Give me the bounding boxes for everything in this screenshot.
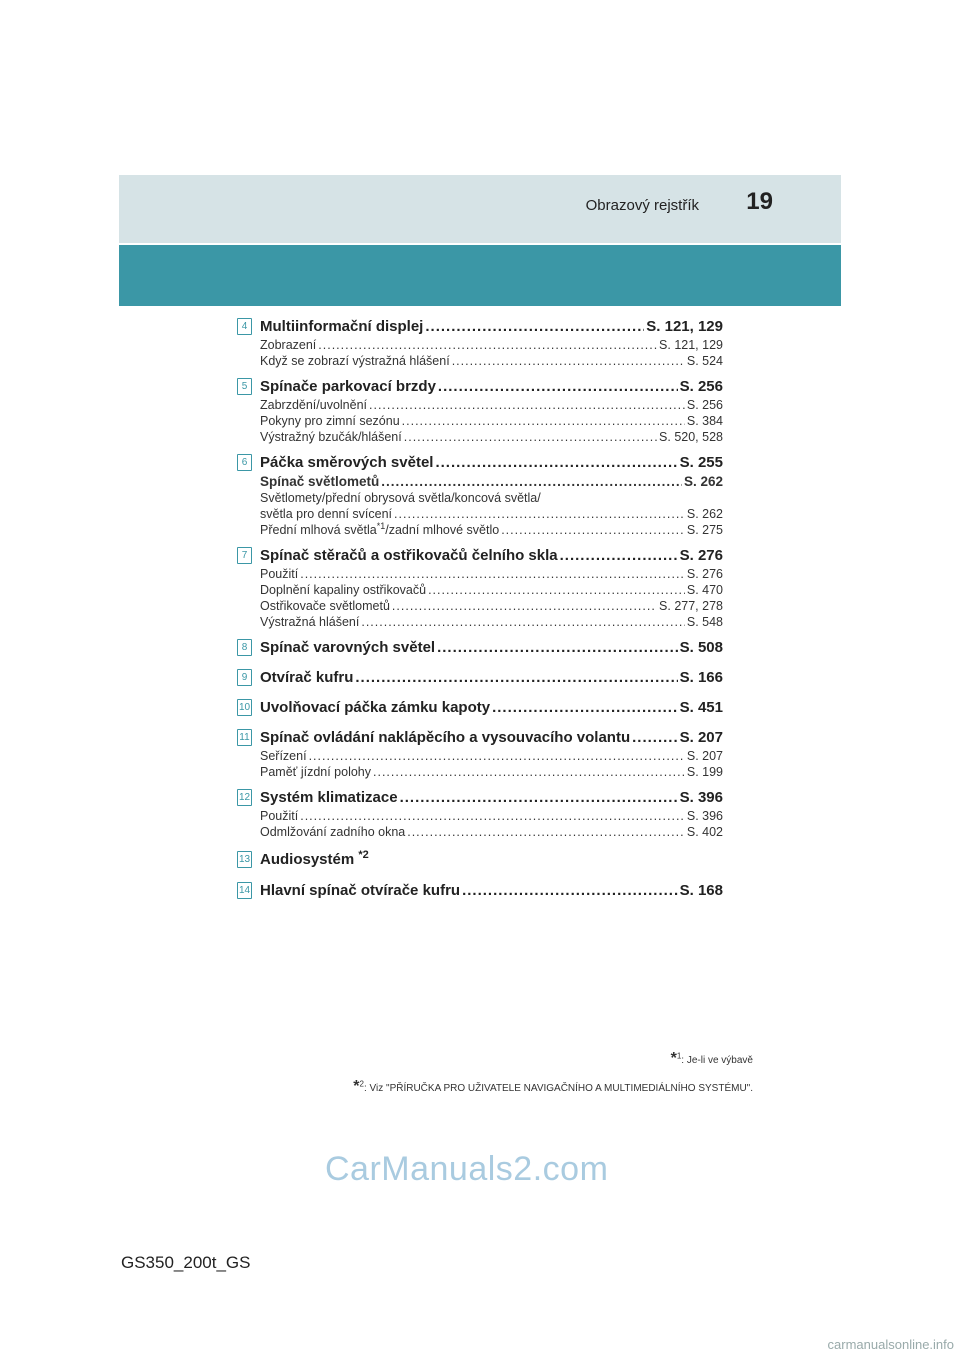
- sub-label: [260, 522, 499, 538]
- footnote-mark: 1: [676, 1051, 682, 1061]
- sub-page: S. 256: [686, 398, 723, 412]
- sub-entry[interactable]: [260, 598, 723, 614]
- sub-entry[interactable]: [260, 808, 723, 824]
- sub-label: Ostřikovače světlometů: [260, 599, 390, 613]
- sub-label: Doplnění kapaliny ostřikovačů: [260, 583, 427, 597]
- entry-page: S. 276: [679, 547, 723, 564]
- entry-main-row[interactable]: [260, 316, 723, 337]
- entry-page: S. 168: [679, 882, 723, 899]
- sub-page: S. 396: [686, 809, 723, 823]
- entry-main-row[interactable]: [260, 545, 723, 566]
- sub-label: Když se zobrazí výstražná hlášení: [260, 354, 450, 368]
- site-logo: carmanualsonline.info: [827, 1337, 954, 1352]
- footnote-text: : Je-li ve výbavě: [681, 1055, 753, 1066]
- entry-title: Otvírač kufru: [260, 669, 354, 686]
- sub-page: S. 199: [686, 765, 723, 779]
- leader-dots: [425, 316, 644, 337]
- sub-entry-line: Světlomety/přední obrysová světla/koncová světla/: [260, 491, 541, 505]
- entry-page: S. 451: [679, 699, 723, 716]
- entry-page: S. 207: [679, 729, 723, 746]
- leader-dots: [632, 727, 678, 748]
- index-entry: [237, 667, 723, 688]
- leader-dots: [361, 614, 685, 630]
- sub-page: S. 524: [686, 354, 723, 368]
- leader-dots: [560, 545, 678, 566]
- entry-number: 10: [237, 699, 252, 716]
- footnote-1: [671, 1050, 753, 1068]
- entry-page: S. 508: [679, 639, 723, 656]
- leader-dots: [452, 353, 685, 369]
- entry-title: Spínače parkovací brzdy: [260, 378, 436, 395]
- sub-entry[interactable]: [260, 413, 723, 429]
- entry-title: Spínač varovných světel: [260, 639, 436, 656]
- sub-label-a: Přední mlhová světla: [260, 523, 377, 537]
- entry-title: Uvolňovací páčka zámku kapoty: [260, 699, 491, 716]
- sub-page: S. 470: [686, 583, 723, 597]
- leader-dots: [428, 582, 685, 598]
- entry-main-row[interactable]: [260, 376, 723, 397]
- leader-dots: [355, 667, 677, 688]
- leader-dots: [407, 824, 685, 840]
- entry-page: S. 396: [679, 789, 723, 806]
- sub-page: S. 402: [686, 825, 723, 839]
- footnote-star: *: [353, 1078, 360, 1095]
- entry-number: 4: [237, 318, 252, 335]
- entry-title: Páčka směrových světel: [260, 454, 434, 471]
- entry-number: 8: [237, 639, 252, 656]
- leader-dots: [437, 637, 678, 658]
- page-number: 19: [746, 188, 773, 215]
- sub-entry[interactable]: [260, 429, 723, 445]
- index-entry: [237, 787, 723, 840]
- index-entry: [237, 316, 723, 369]
- index-entry: [237, 727, 723, 780]
- index-entry: [237, 545, 723, 630]
- entry-title: Spínač stěračů a ostřikovačů čelního skla: [260, 547, 558, 564]
- sub-entry[interactable]: [260, 614, 723, 630]
- sub-label-b: /zadní mlhové světlo: [385, 523, 500, 537]
- entry-page: S. 166: [679, 669, 723, 686]
- footnote-star: *: [670, 1050, 677, 1067]
- leader-dots: [462, 880, 678, 901]
- entry-main-row[interactable]: [260, 637, 723, 658]
- leader-dots: [300, 566, 685, 582]
- index-entry: [237, 880, 723, 901]
- leader-dots: [392, 598, 657, 614]
- entry-page: S. 255: [679, 454, 723, 471]
- entry-number: 11: [237, 729, 252, 746]
- footnote-text: : Viz "PŘÍRUČKA PRO UŽIVATELE NAVIGAČNÍHO A MULTIMEDIÁLNÍHO SYSTÉMU".: [363, 1083, 753, 1094]
- sub-entry[interactable]: [260, 566, 723, 582]
- leader-dots: [369, 397, 685, 413]
- entry-title: Spínač ovládání naklápěcího a vysouvacího volantu: [260, 729, 631, 746]
- sub-page: S. 276: [686, 567, 723, 581]
- sub-label: Odmlžování zadního okna: [260, 825, 406, 839]
- entry-main-row[interactable]: [260, 880, 723, 901]
- footnote-ref: *1: [376, 520, 386, 531]
- sub-page: S. 277, 278: [659, 599, 723, 613]
- leader-dots: [381, 473, 682, 490]
- leader-dots: [501, 522, 685, 538]
- watermark: CarManuals2.com: [325, 1150, 609, 1188]
- entry-number: 12: [237, 789, 252, 806]
- entry-main-row[interactable]: [260, 697, 723, 718]
- sub-page: S. 262: [686, 507, 723, 521]
- leader-dots: [300, 808, 685, 824]
- entry-number: 14: [237, 882, 252, 899]
- footnote-2: [353, 1078, 753, 1096]
- sub-label: Výstražný bzučák/hlášení: [260, 430, 402, 444]
- sub-label: světla pro denní svícení: [260, 507, 393, 521]
- entry-main-row[interactable]: [260, 727, 723, 748]
- entry-page: S. 121, 129: [646, 318, 723, 335]
- index-entry: [237, 697, 723, 718]
- entry-main-row[interactable]: [260, 849, 723, 870]
- sub-entry[interactable]: [260, 353, 723, 369]
- entry-page: S. 256: [679, 378, 723, 395]
- leader-dots: [309, 748, 685, 764]
- sub-entry[interactable]: [260, 337, 723, 353]
- model-code: GS350_200t_GS: [121, 1253, 251, 1272]
- index-entry: [237, 849, 723, 870]
- entry-title: Systém klimatizace: [260, 789, 398, 806]
- leader-dots: [438, 376, 678, 397]
- index-list: [237, 316, 723, 901]
- entry-main-row[interactable]: [260, 667, 723, 688]
- leader-dots: [400, 787, 678, 808]
- sub-label: Seřízení: [260, 749, 307, 763]
- leader-dots: [492, 697, 678, 718]
- sub-entry[interactable]: [260, 473, 723, 490]
- index-entry: [237, 637, 723, 658]
- header-accent-band: [119, 245, 841, 306]
- sub-entry[interactable]: [260, 764, 723, 780]
- entry-main-row[interactable]: [260, 787, 723, 808]
- leader-dots: [435, 452, 677, 473]
- sub-page: S. 275: [686, 523, 723, 537]
- sub-label: Zabrzdění/uvolnění: [260, 398, 368, 412]
- sub-entry[interactable]: [260, 824, 723, 840]
- entry-number: 9: [237, 669, 252, 686]
- footnote-ref: *2: [358, 849, 369, 861]
- index-entry: [237, 376, 723, 445]
- leader-dots: [404, 429, 657, 445]
- sub-page: S. 384: [686, 414, 723, 428]
- entry-title: Multiinformační displej: [260, 318, 424, 335]
- sub-label: Pokyny pro zimní sezónu: [260, 414, 400, 428]
- sub-entry[interactable]: [260, 506, 723, 522]
- leader-dots: [373, 764, 685, 780]
- entry-number: 13: [237, 851, 252, 868]
- leader-dots: [402, 413, 685, 429]
- sub-label: Použití: [260, 567, 299, 581]
- sub-entry[interactable]: [260, 397, 723, 413]
- sub-page: S. 548: [686, 615, 723, 629]
- sub-page: S. 520, 528: [659, 430, 723, 444]
- entry-number: 6: [237, 454, 252, 471]
- sub-label: Spínač světlometů: [260, 474, 380, 489]
- entry-number: 7: [237, 547, 252, 564]
- entry-title: Hlavní spínač otvírače kufru: [260, 882, 461, 899]
- sub-entry[interactable]: [260, 522, 723, 538]
- entry-main-row[interactable]: [260, 452, 723, 473]
- header-band: [119, 175, 841, 243]
- footnote-mark: 2: [359, 1079, 364, 1089]
- index-entry: [237, 452, 723, 538]
- leader-dots: [318, 337, 657, 353]
- sub-label: Použití: [260, 809, 299, 823]
- sub-entry[interactable]: [260, 748, 723, 764]
- entry-title: Audiosystém: [260, 851, 355, 868]
- entry-number: 5: [237, 378, 252, 395]
- sub-page: S. 207: [686, 749, 723, 763]
- sub-page: S. 262: [683, 474, 723, 489]
- sub-entry[interactable]: [260, 582, 723, 598]
- sub-label: Výstražná hlášení: [260, 615, 360, 629]
- sub-label: Paměť jízdní polohy: [260, 765, 371, 779]
- sub-label: Zobrazení: [260, 338, 317, 352]
- sub-page: S. 121, 129: [659, 338, 723, 352]
- leader-dots: [394, 506, 685, 522]
- page-title: Obrazový rejstřík: [585, 197, 699, 214]
